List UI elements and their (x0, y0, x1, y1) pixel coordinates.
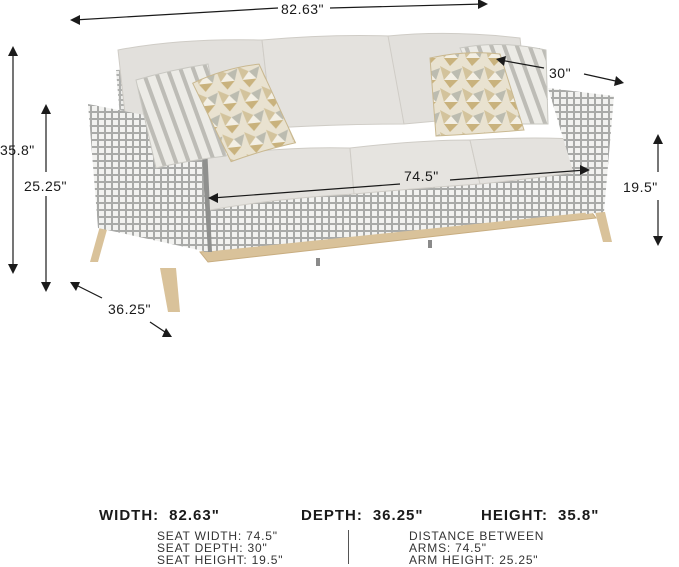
width-spec (99, 508, 220, 523)
arm-details (409, 530, 544, 566)
arm-height-detail: ARM HEIGHT: 25.25" (409, 553, 539, 567)
spec-divider (348, 530, 349, 564)
width-spec-value: 82.63" (169, 507, 220, 524)
arm-depth-label: 30" (549, 65, 572, 81)
height-spec-label: HEIGHT: (481, 507, 548, 524)
depth-spec-label: DEPTH: (301, 507, 363, 524)
height-spec (481, 508, 599, 523)
overall-width-line-left (74, 8, 278, 20)
overall-height-label: 35.8" (0, 142, 35, 158)
front-left-leg (90, 226, 108, 262)
width-spec-label: WIDTH: (99, 507, 160, 524)
overall-depth-line-top (74, 284, 102, 298)
front-right-leg (595, 212, 612, 242)
front-center-leg (160, 268, 180, 312)
arms-detail: ARMS: 74.5" (409, 541, 487, 555)
distance-between-detail: DISTANCE BETWEEN (409, 529, 545, 543)
seat-width-detail: SEAT WIDTH: 74.5" (157, 529, 278, 543)
seat-height-label: 19.5" (623, 179, 658, 195)
seat-width-label: 74.5" (404, 168, 439, 184)
seat-height-detail: SEAT HEIGHT: 19.5" (157, 553, 284, 567)
depth-spec-value: 36.25" (372, 507, 424, 524)
height-spec-value: 35.8" (558, 507, 600, 524)
seat-details (157, 530, 283, 566)
arm-height-label: 25.25" (24, 178, 68, 194)
overall-width-label: 82.63" (281, 1, 325, 17)
overall-width-line-right (330, 4, 484, 8)
overall-depth-label: 36.25" (108, 301, 152, 317)
depth-spec (301, 508, 424, 523)
arm-depth-line-right (584, 74, 620, 82)
seat-depth-detail: SEAT DEPTH: 30" (157, 541, 268, 555)
